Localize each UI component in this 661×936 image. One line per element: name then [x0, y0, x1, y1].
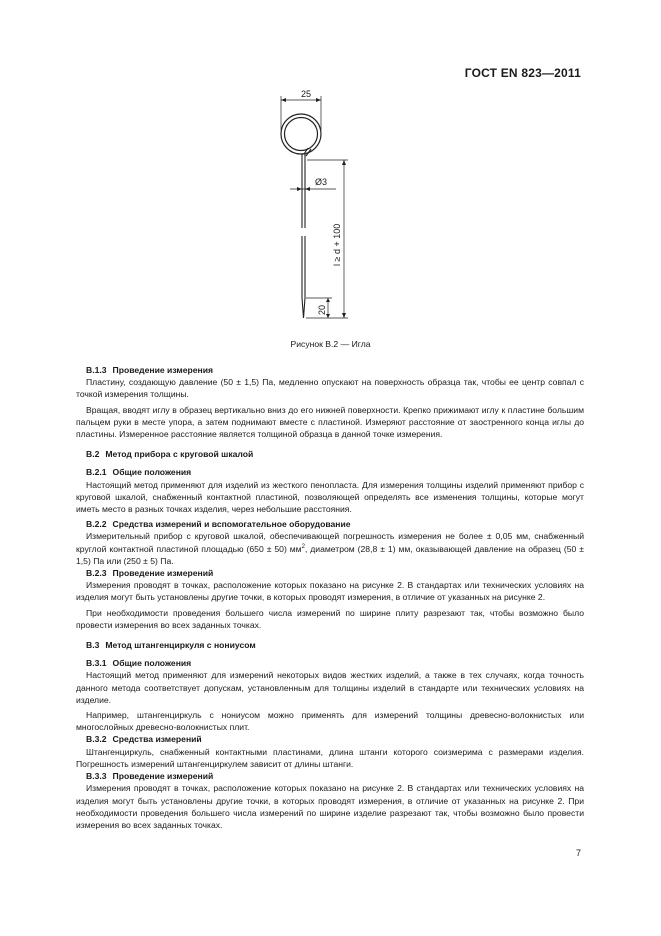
figure-caption: Рисунок В.2 — Игла	[290, 339, 371, 349]
dim-diameter-label: Ø3	[315, 177, 328, 187]
standard-header: ГОСТ EN 823—2011	[464, 66, 581, 80]
paragraph: Измерения проводят в точках, расположение которых показано на рисунке 2. В стандартах или технических условиях на изделия могут быть установлены другие точки, в которых проводят измерения, в отличие от указанных на рисунке 2.	[76, 580, 584, 603]
needle-ring-outer	[281, 114, 321, 154]
paragraph: Настоящий метод применяют для измерений некоторых видов жестких изделий, а также в тех случаях, когда точность данного метода соответствует допускам, установленным для толщины изделий в стандарте или технических условиях на изделие.	[76, 670, 584, 705]
paragraph: Измерения проводят в точках, расположение которых показано на рисунке 2. В стандартах или технических условиях на изделия могут быть установлены другие точки, в которых проводят измерения, в отличие от указанных на рисунке 2. При необходимости проведения большего числа измерений по ширине изделие разрезают так, чтобы возможно было провести измерения во всех заданных точках.	[76, 783, 584, 830]
section-heading-b32: В.3.2 Средства измерений	[86, 734, 202, 745]
section-heading-b3: В.3 Метод штангенциркуля с нониусом	[86, 640, 256, 651]
section-heading-b23: В.2.3 Проведение измерений	[86, 568, 214, 579]
dim-tip-label: 20	[317, 304, 327, 315]
dim-length-label: l ≥ d + 100	[332, 223, 342, 266]
dim-diameter-arrow-right	[305, 187, 310, 191]
paragraph: Например, штангенциркуль с нониусом можно применять для измерений толщины древесно-волокнистых или многослойных древесно-волокнистых плит.	[76, 710, 584, 733]
paragraph: При необходимости проведения большего числа измерений по ширине плиту разрезают так, чтобы возможно было провести измерения во всех заданных точках.	[76, 607, 584, 630]
section-heading-b13: В.1.3 Проведение измерения	[86, 365, 214, 375]
dim-length-arrow-bottom	[342, 313, 346, 318]
needle-figure	[260, 86, 400, 346]
section-heading-b21: В.2.1 Общие положения	[86, 467, 192, 478]
paragraph: Вращая, вводят иглу в образец вертикально вниз до его нижней поверхности. Крепко прижимают иглу к пластине большим пальцем руки в месте упора, а затем поднимают вместе с пластиной. Измеряют расстояние от заостренного конца иглы до пластины. Измеренное расстояние является толщиной образца в данной точке измерения.	[76, 404, 584, 440]
needle-tip	[302, 298, 305, 318]
section-heading-b31: В.3.1 Общие положения	[86, 658, 192, 669]
dim-width-arrow-right	[316, 98, 321, 102]
dim-width-arrow-left	[281, 98, 286, 102]
paragraph: Штангенциркуль, снабженный контактными пластинами, длина штанги которого соизмерима с размерами изделия. Погрешность измерений штангенциркулем зависит от длины штанги.	[76, 746, 584, 769]
dim-tip-arrow-top	[326, 298, 330, 302]
dim-diameter-arrow-left	[297, 187, 302, 191]
paragraph: Настоящий метод применяют для изделий из жесткого пенопласта. Для измерения толщины изделий применяют прибор с круговой шкалой, снабженный контактной пластиной, позволяющей определять все изменения толщины, которые могут иметь место в разных точках изделия, через небольшие расстояния.	[76, 479, 584, 515]
section-heading-b22: В.2.2 Средства измерений и вспомогательное оборудование	[86, 519, 351, 530]
document-body	[76, 364, 584, 831]
section-heading-b2: В.2 Метод прибора с круговой шкалой	[86, 449, 254, 460]
paragraph: Измерительный прибор с круговой шкалой, обеспечивающей погрешность измерения не более ± 0,05 мм, снабженный круглой контактной пластиной площадью (650 ± 50) $мм^2$, диаметром (28,8 ± 1) мм, оказывающей давление на образец (50 ± 1,5) Па или (250 ± 5) Па.	[76, 531, 584, 566]
paragraph: Пластину, создающую давление (50 ± 1,5) Па, медленно опускают на поверхность образца так, чтобы ее центр совпал с точкой измерения толщины.	[76, 377, 584, 400]
dim-length-arrow-top	[342, 160, 346, 165]
needle-ring-inner	[285, 118, 318, 151]
section-heading-b33: В.3.3 Проведение измерений	[86, 771, 214, 782]
page-number: 7	[575, 848, 581, 858]
dim-width-label: 25	[300, 89, 312, 99]
